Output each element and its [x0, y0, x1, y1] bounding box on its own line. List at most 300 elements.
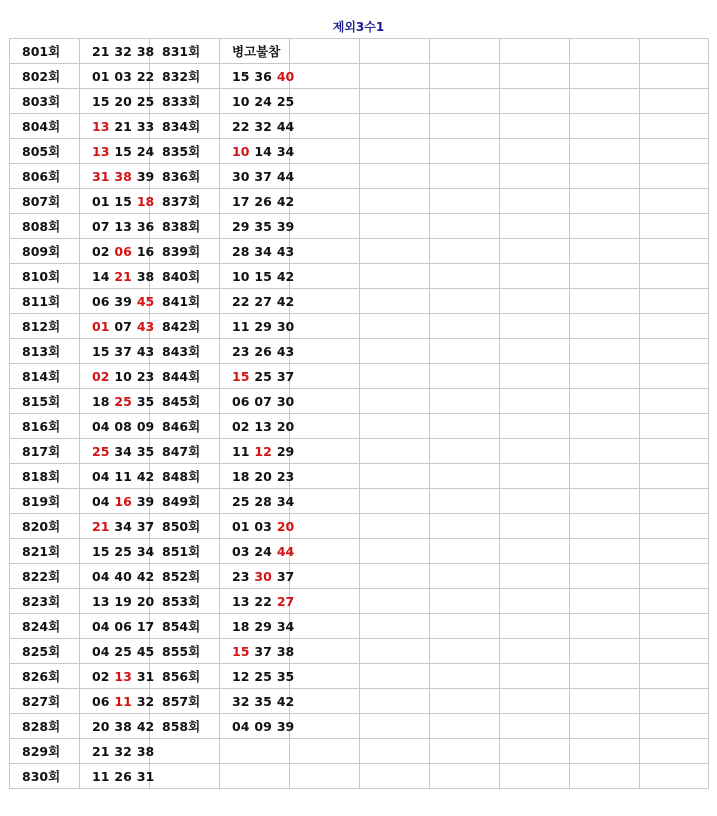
round-cell: 842회 [150, 314, 220, 339]
table-row [10, 739, 709, 764]
empty-cell [500, 39, 570, 64]
number: 04 [92, 493, 110, 509]
number: 31 [136, 768, 155, 784]
numbers-cell [220, 539, 295, 564]
empty-cell [430, 114, 500, 139]
empty-cell [640, 314, 709, 339]
empty-cell [640, 689, 709, 714]
number: 37 [276, 568, 295, 584]
numbers-cell [80, 639, 155, 664]
number: 03 [254, 518, 272, 534]
empty-cell [570, 189, 640, 214]
numbers-cell [80, 564, 155, 589]
empty-cell [640, 289, 709, 314]
number: 16 [136, 243, 155, 259]
empty-cell [360, 164, 430, 189]
empty-cell [430, 214, 500, 239]
number: 21 [92, 43, 110, 59]
table-row [10, 439, 709, 464]
empty-cell [500, 614, 570, 639]
number: 25 [114, 643, 132, 659]
empty-cell [360, 264, 430, 289]
number: 15 [92, 343, 110, 359]
empty-cell [430, 489, 500, 514]
empty-cell [640, 539, 709, 564]
number: 44 [276, 168, 295, 184]
table-row [10, 389, 709, 414]
table-row [10, 414, 709, 439]
round-cell: 815회 [10, 389, 80, 414]
empty-cell [500, 64, 570, 89]
number: 01 [92, 193, 110, 209]
table-body [10, 39, 709, 789]
round-cell: 835회 [150, 139, 220, 164]
empty-cell [430, 464, 500, 489]
round-cell: 804회 [10, 114, 80, 139]
number: 21 [114, 118, 132, 134]
empty-cell [640, 189, 709, 214]
round-cell: 806회 [10, 164, 80, 189]
numbers-cell [220, 439, 295, 464]
round-cell: 846회 [150, 414, 220, 439]
numbers-cell [80, 514, 155, 539]
round-cell: 810회 [10, 264, 80, 289]
empty-cell [290, 314, 360, 339]
empty-cell [570, 239, 640, 264]
number: 02 [232, 418, 250, 434]
table-row [10, 239, 709, 264]
round-cell: 832회 [150, 64, 220, 89]
number: 10 [114, 368, 132, 384]
empty-cell [640, 464, 709, 489]
numbers-cell [80, 264, 155, 289]
empty-cell [290, 89, 360, 114]
empty-cell [290, 414, 360, 439]
table-row [10, 164, 709, 189]
matched-number: 10 [232, 143, 250, 159]
table-row [10, 264, 709, 289]
round-cell: 841회 [150, 289, 220, 314]
numbers-cell [220, 139, 295, 164]
empty-cell [640, 239, 709, 264]
number: 25 [276, 93, 295, 109]
empty-cell [500, 639, 570, 664]
number: 09 [136, 418, 155, 434]
number: 20 [92, 718, 110, 734]
numbers-cell [220, 389, 295, 414]
number: 32 [136, 693, 155, 709]
numbers-cell [220, 714, 295, 739]
matched-number: 31 [92, 168, 110, 184]
numbers-cell [220, 239, 295, 264]
matched-number: 18 [136, 193, 155, 209]
matched-number: 20 [276, 518, 295, 534]
round-cell: 801회 [10, 39, 80, 64]
number: 14 [92, 268, 110, 284]
number: 19 [114, 593, 132, 609]
numbers-cell [80, 339, 155, 364]
numbers-cell [80, 689, 155, 714]
numbers-cell [80, 189, 155, 214]
matched-number: 13 [92, 143, 110, 159]
table-row [10, 664, 709, 689]
empty-cell [430, 164, 500, 189]
round-cell: 808회 [10, 214, 80, 239]
empty-cell [430, 239, 500, 264]
number: 34 [114, 443, 132, 459]
number: 26 [254, 343, 272, 359]
number: 07 [92, 218, 110, 234]
empty-cell [290, 264, 360, 289]
number: 06 [232, 393, 250, 409]
table-row [10, 539, 709, 564]
number: 23 [136, 368, 155, 384]
number: 42 [136, 468, 155, 484]
numbers-cell [80, 239, 155, 264]
empty-cell [360, 39, 430, 64]
round-cell: 825회 [10, 639, 80, 664]
matched-number: 43 [136, 318, 155, 334]
number: 42 [276, 693, 295, 709]
number: 11 [114, 468, 132, 484]
empty-cell [290, 114, 360, 139]
empty-cell [570, 389, 640, 414]
numbers-cell [220, 289, 295, 314]
empty-cell [430, 264, 500, 289]
numbers-cell [220, 764, 290, 789]
round-cell: 857회 [150, 689, 220, 714]
numbers-cell [80, 714, 155, 739]
empty-cell [290, 39, 360, 64]
table-row [10, 89, 709, 114]
empty-cell [430, 664, 500, 689]
empty-cell [360, 289, 430, 314]
empty-cell [290, 339, 360, 364]
table-title: 제외3수1 [332, 20, 385, 34]
empty-cell [290, 639, 360, 664]
matched-number: 45 [136, 293, 155, 309]
matched-number: 15 [232, 368, 250, 384]
number: 35 [254, 218, 272, 234]
empty-cell [500, 464, 570, 489]
empty-cell [290, 139, 360, 164]
number: 17 [136, 618, 155, 634]
numbers-cell [220, 189, 295, 214]
number: 42 [136, 718, 155, 734]
empty-cell [500, 114, 570, 139]
number: 03 [232, 543, 250, 559]
number: 29 [276, 443, 295, 459]
empty-cell [360, 414, 430, 439]
number: 22 [254, 593, 272, 609]
number: 25 [254, 668, 272, 684]
empty-cell [290, 239, 360, 264]
round-cell: 812회 [10, 314, 80, 339]
empty-cell [360, 514, 430, 539]
round-cell: 849회 [150, 489, 220, 514]
empty-cell [640, 614, 709, 639]
round-cell: 851회 [150, 539, 220, 564]
number: 34 [276, 493, 295, 509]
round-cell: 816회 [10, 414, 80, 439]
empty-cell [430, 64, 500, 89]
number: 38 [136, 743, 155, 759]
number: 43 [276, 243, 295, 259]
empty-cell [640, 589, 709, 614]
number: 07 [254, 393, 272, 409]
round-cell: 821회 [10, 539, 80, 564]
empty-cell [570, 114, 640, 139]
empty-cell [430, 689, 500, 714]
empty-cell [430, 539, 500, 564]
empty-cell [500, 414, 570, 439]
number: 29 [254, 618, 272, 634]
number: 15 [114, 143, 132, 159]
round-cell: 826회 [10, 664, 80, 689]
number: 28 [254, 493, 272, 509]
numbers-cell [80, 764, 155, 789]
table-row [10, 189, 709, 214]
empty-cell [360, 314, 430, 339]
empty-cell [500, 539, 570, 564]
numbers-cell [220, 514, 295, 539]
numbers-cell [220, 264, 295, 289]
number: 37 [114, 343, 132, 359]
number: 01 [92, 68, 110, 84]
round-cell: 807회 [10, 189, 80, 214]
empty-cell [500, 314, 570, 339]
numbers-cell [80, 589, 155, 614]
number: 23 [232, 568, 250, 584]
empty-cell [570, 539, 640, 564]
number: 15 [254, 268, 272, 284]
empty-cell [570, 614, 640, 639]
table-row [10, 639, 709, 664]
table-row [10, 514, 709, 539]
matched-number: 38 [114, 168, 132, 184]
empty-cell [640, 364, 709, 389]
empty-cell [360, 464, 430, 489]
numbers-cell [80, 539, 155, 564]
empty-cell [500, 439, 570, 464]
number: 35 [136, 443, 155, 459]
number: 34 [114, 518, 132, 534]
empty-cell [640, 714, 709, 739]
empty-cell [290, 564, 360, 589]
number: 34 [254, 243, 272, 259]
empty-cell [570, 439, 640, 464]
number: 13 [114, 218, 132, 234]
empty-cell [640, 389, 709, 414]
numbers-cell: 병고불참 [220, 39, 290, 64]
numbers-cell [80, 414, 155, 439]
empty-cell [500, 764, 570, 789]
numbers-cell [220, 364, 295, 389]
numbers-cell [220, 689, 295, 714]
number: 25 [254, 368, 272, 384]
number: 38 [136, 43, 155, 59]
number: 15 [232, 68, 250, 84]
number: 39 [276, 218, 295, 234]
empty-cell [570, 514, 640, 539]
round-cell: 809회 [10, 239, 80, 264]
empty-cell [290, 539, 360, 564]
empty-cell [570, 314, 640, 339]
number: 32 [114, 743, 132, 759]
empty-cell [640, 564, 709, 589]
matched-number: 44 [276, 543, 295, 559]
numbers-cell [80, 139, 155, 164]
table-row [10, 64, 709, 89]
empty-cell [430, 89, 500, 114]
empty-cell [500, 289, 570, 314]
empty-cell [570, 664, 640, 689]
number: 44 [276, 118, 295, 134]
number: 10 [232, 93, 250, 109]
numbers-cell [220, 639, 295, 664]
matched-number: 01 [92, 318, 110, 334]
number: 10 [232, 268, 250, 284]
number: 22 [136, 68, 155, 84]
number: 13 [232, 593, 250, 609]
empty-cell [570, 164, 640, 189]
round-cell: 817회 [10, 439, 80, 464]
table-row [10, 564, 709, 589]
matched-number: 27 [276, 593, 295, 609]
number: 28 [232, 243, 250, 259]
empty-cell [570, 689, 640, 714]
numbers-cell [220, 489, 295, 514]
round-cell: 844회 [150, 364, 220, 389]
table-row [10, 314, 709, 339]
empty-cell [570, 139, 640, 164]
empty-cell [290, 764, 360, 789]
number: 04 [92, 643, 110, 659]
lotto-exclusion-table [9, 38, 709, 789]
round-cell: 818회 [10, 464, 80, 489]
empty-cell [430, 139, 500, 164]
empty-cell [500, 139, 570, 164]
empty-cell [430, 739, 500, 764]
empty-cell [570, 589, 640, 614]
empty-cell [570, 714, 640, 739]
number: 34 [136, 543, 155, 559]
number: 36 [254, 68, 272, 84]
round-cell: 811회 [10, 289, 80, 314]
number: 12 [232, 668, 250, 684]
empty-cell [290, 514, 360, 539]
empty-cell [640, 439, 709, 464]
empty-cell [290, 214, 360, 239]
empty-cell [570, 89, 640, 114]
matched-number: 15 [232, 643, 250, 659]
round-cell: 837회 [150, 189, 220, 214]
number: 40 [114, 568, 132, 584]
round-cell: 850회 [150, 514, 220, 539]
number: 30 [232, 168, 250, 184]
matched-number: 40 [276, 68, 295, 84]
number: 21 [92, 743, 110, 759]
numbers-cell [80, 489, 155, 514]
round-cell: 829회 [10, 739, 80, 764]
empty-cell [640, 414, 709, 439]
number: 37 [276, 368, 295, 384]
round-cell: 802회 [10, 64, 80, 89]
round-cell: 831회 [150, 39, 220, 64]
empty-cell [570, 264, 640, 289]
empty-cell [500, 164, 570, 189]
matched-number: 25 [92, 443, 110, 459]
empty-cell [360, 639, 430, 664]
number: 31 [136, 668, 155, 684]
round-cell: 845회 [150, 389, 220, 414]
number: 38 [136, 268, 155, 284]
numbers-cell [220, 464, 295, 489]
empty-cell [290, 439, 360, 464]
numbers-cell [80, 214, 155, 239]
number: 04 [232, 718, 250, 734]
empty-cell [640, 764, 709, 789]
empty-cell [430, 614, 500, 639]
empty-cell [640, 139, 709, 164]
number: 36 [136, 218, 155, 234]
empty-cell [570, 739, 640, 764]
round-cell: 839회 [150, 239, 220, 264]
number: 11 [232, 318, 250, 334]
number: 04 [92, 618, 110, 634]
empty-cell [430, 39, 500, 64]
empty-cell [570, 639, 640, 664]
empty-cell [640, 514, 709, 539]
empty-cell [360, 339, 430, 364]
numbers-cell [80, 739, 155, 764]
empty-cell [360, 539, 430, 564]
empty-cell [290, 289, 360, 314]
round-cell: 855회 [150, 639, 220, 664]
round-cell: 827회 [10, 689, 80, 714]
numbers-cell [80, 439, 155, 464]
table-row [10, 339, 709, 364]
table-row [10, 689, 709, 714]
matched-number: 02 [92, 368, 110, 384]
number: 15 [92, 543, 110, 559]
empty-cell [290, 464, 360, 489]
number: 13 [254, 418, 272, 434]
round-cell: 836회 [150, 164, 220, 189]
empty-cell [500, 514, 570, 539]
table-row [10, 764, 709, 789]
round-cell: 805회 [10, 139, 80, 164]
number: 25 [114, 543, 132, 559]
numbers-cell [220, 89, 295, 114]
number: 03 [114, 68, 132, 84]
empty-cell [360, 714, 430, 739]
empty-cell [290, 689, 360, 714]
number: 32 [254, 118, 272, 134]
empty-cell [570, 39, 640, 64]
number: 01 [232, 518, 250, 534]
empty-cell [360, 739, 430, 764]
numbers-cell [80, 389, 155, 414]
empty-cell [640, 489, 709, 514]
matched-number: 30 [254, 568, 272, 584]
number: 20 [254, 468, 272, 484]
empty-cell [360, 364, 430, 389]
table-row [10, 489, 709, 514]
empty-cell [500, 389, 570, 414]
empty-cell [360, 239, 430, 264]
number: 25 [232, 493, 250, 509]
